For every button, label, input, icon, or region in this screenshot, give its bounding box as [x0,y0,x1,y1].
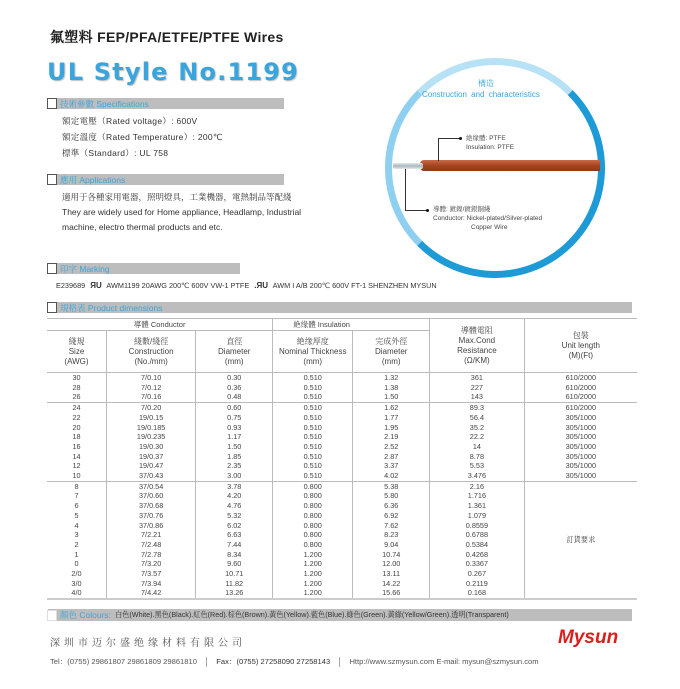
conductor-en-1: Conductor: Nickel-plated/Silver-plated [433,215,543,222]
table-cell: 3/0 [47,579,107,589]
section-label: 印字 Marking [60,263,110,274]
table-cell: 5.80 [353,491,430,501]
section-label: 應用 Applications [60,174,126,185]
table-cell: 5.38 [353,481,430,491]
table-cell: 37/0.60 [107,491,196,501]
table-row [47,481,637,491]
table-cell: 12 [47,461,107,471]
table-cell: 5 [47,511,107,521]
table-cell: 0.800 [273,521,353,531]
table-cell: 37/0.76 [107,511,196,521]
col-construction: 綫數/綫徑 Construction (No./mm) [107,331,196,373]
table-cell: 4 [47,521,107,531]
divider [206,657,207,667]
table-cell: 6.02 [196,521,273,531]
table-cell: 9.60 [196,559,273,569]
wire-conductor-illustration [393,163,423,169]
applications-en-1: They are widely used for Home appliance, Headlamp, Industrial [62,207,302,217]
table-cell: 37/0.43 [107,471,196,481]
table-cell: 14.22 [353,579,430,589]
table-cell: 227 [430,383,524,393]
table-row [47,383,637,393]
standard: 標準（Standard）: UL 758 [62,148,169,158]
table-cell: 19/0.47 [107,461,196,471]
table-cell: 2.35 [196,461,273,471]
section-label: 技術參數 Specifications [60,98,149,109]
table-cell: 1.200 [273,588,353,599]
table-cell: 0.36 [196,383,273,393]
web-email[interactable]: Http://www.szmysun.com E-mail: mysun@szmysun.com [349,657,539,666]
col-size: 綫規 Size (AWG) [47,331,107,373]
checkbox-icon [47,302,57,313]
table-cell: 7.44 [196,540,273,550]
callout-dot [426,209,429,212]
table-cell: 0.510 [273,461,353,471]
table-cell: 305/1000 [565,441,597,451]
table-cell: 7/0.20 [107,403,196,413]
table-cell: 7/2.48 [107,540,196,550]
table-cell: 305/1000 [565,451,597,461]
table-cell: 9.04 [353,540,430,550]
col-thickness: 絶缘厚度 Nominal Thickness (mm) [273,331,353,373]
table-cell: 4.20 [196,491,273,501]
section-applications [48,174,284,185]
table-cell: 0.93 [196,423,273,433]
table-cell: 8.23 [353,530,430,540]
table-cell: 3.476 [430,471,524,481]
table-cell: 0.510 [273,373,353,383]
insulation-cn: 絶缘體: PTFE [466,135,506,142]
marking-file-number: E239689 [56,281,86,290]
table-cell: 7/0.16 [107,392,196,402]
table-cell: 11.82 [196,579,273,589]
table-cell: 0.30 [196,373,273,383]
table-cell: 0.800 [273,540,353,550]
table-cell: 19/0.15 [107,413,196,423]
rated-voltage: 額定電壓（Rated voltage）: 600V [62,116,198,126]
table-cell: 7/3.57 [107,569,196,579]
table-cell: 2.52 [353,442,430,452]
table-cell: 2.16 [430,481,524,491]
table-cell: 1.38 [353,383,430,393]
checkbox-icon [47,98,57,109]
applications-cn: 適用于各種家用電器，照明燈具，工業機器，電熱制品等配綫 [62,192,292,202]
section-marking [48,263,240,274]
table-cell: 1.200 [273,569,353,579]
table-cell: 610/2000 [565,373,597,382]
table-cell: 19/0.30 [107,442,196,452]
table-cell: 6.92 [353,511,430,521]
table-row [47,373,637,383]
table-cell: 0.75 [196,413,273,423]
table-cell: 3.37 [353,461,430,471]
table-cell: 1.50 [353,392,430,402]
mysun-logo: Mysun [558,627,619,648]
table-cell: 3.78 [196,481,273,491]
table-cell: 2.87 [353,452,430,462]
table-cell: 0.60 [196,403,273,413]
table-cell: 12.00 [353,559,430,569]
table-row [47,392,637,402]
applications-en-2: machine, electro thermal products and etc. [62,222,223,232]
construction-title-en: Construction and characteristics [422,90,540,99]
table-cell: 8.78 [430,452,524,462]
table-cell: 0.48 [196,392,273,402]
fax: Fax：(0755) 27258090 27258143 [216,657,331,666]
section-product-dimensions [48,302,632,313]
table-cell: 7/0.10 [107,373,196,383]
table-cell: 2 [47,540,107,550]
table-cell: 0.800 [273,530,353,540]
table-cell: 20 [47,423,107,433]
table-cell: 14 [430,442,524,452]
marking-awm-1199: AWM1199 20AWG 200℃ 600V VW-1 PTFE [106,281,250,290]
table-cell: 56.4 [430,413,524,423]
table-cell: 18 [47,432,107,442]
table-row [47,413,637,423]
table-cell: 0.510 [273,392,353,402]
col-unit-length: 包裝 Unit length (M)(Ft) [524,319,637,373]
table-cell: 37/0.86 [107,521,196,531]
conductor-cn: 導體: 鍍鎳/鍍銀銅綫 [433,206,491,213]
table-cell: 0.510 [273,442,353,452]
section-specifications [48,98,284,109]
table-cell: 1.32 [353,373,430,383]
checkbox-icon [47,263,57,274]
table-cell: 89.3 [430,403,524,413]
table-cell: 1 [47,550,107,560]
cul-recognized-mark-icon: .ЯU [254,281,269,290]
table-cell: 0.2119 [430,579,524,589]
table-cell: 0.510 [273,471,353,481]
callout-line [405,169,406,211]
table-cell: 10.71 [196,569,273,579]
table-cell: 4/0 [47,588,107,599]
page-title: 氟塑料 FEP/PFA/ETFE/PTFE Wires [50,29,284,45]
table-cell: 1.079 [430,511,524,521]
insulation-en: Insulation: PTFE [466,144,515,151]
marking-awm-ab: AWM I A/B 200℃ 600V FT-1 SHENZHEN MYSUN [272,281,437,290]
table-cell: 19/0.235 [107,432,196,442]
table-cell: 610/2000 [565,403,597,413]
table-row [47,471,637,481]
table-cell: 7/4.42 [107,588,196,599]
table-cell: 361 [430,373,524,383]
callout-line [438,138,439,161]
conductor-en-2: Copper Wire [471,224,508,231]
dimensions-table [47,318,637,600]
table-cell: 0.267 [430,569,524,579]
table-cell: 0.6788 [430,530,524,540]
table-cell: 610/2000 [565,382,597,392]
table-cell: 3 [47,530,107,540]
col-od: 完成外徑 Diameter (mm) [353,331,430,373]
group-header-insulation: 絶缘體 Insulation [273,319,430,331]
table-cell: 0.510 [273,432,353,442]
checkbox-icon [47,174,57,185]
table-cell: 13.26 [196,588,273,599]
table-cell: 1.200 [273,559,353,569]
table-cell: 0.800 [273,501,353,511]
table-cell: 22.2 [430,432,524,442]
table-row [47,432,637,442]
table-cell: 143 [430,392,524,402]
table-cell: 1.95 [353,423,430,433]
table-row [47,461,637,471]
table-cell: 7/2.21 [107,530,196,540]
callout-line [438,138,460,139]
table-cell: 1.50 [196,442,273,452]
table-row [47,403,637,413]
table-cell: 4.02 [353,471,430,481]
table-cell: 30 [47,373,107,383]
table-cell: 0.168 [430,588,524,599]
contact-line [50,656,539,667]
table-cell: 1.77 [353,413,430,423]
table-cell: 305/1000 [565,461,597,471]
col-resistance: 導體電阻 Max.Cond Resistance (Ω/KM) [430,319,524,373]
table-cell: 1.62 [353,403,430,413]
table-row [47,452,637,462]
table-cell: 0.510 [273,403,353,413]
construction-title-cn: 構造 [478,79,494,88]
table-cell: 0.510 [273,423,353,433]
conductor-callout [433,205,542,232]
table-cell: 15.66 [353,588,430,599]
table-cell: 610/2000 [524,392,637,402]
table-cell: 5.53 [430,461,524,471]
divider [339,657,340,667]
table-cell: 19/0.185 [107,423,196,433]
table-cell: 7/2.78 [107,550,196,560]
table-cell: 1.200 [273,579,353,589]
table-row [47,423,637,433]
table-cell: 6 [47,501,107,511]
table-cell: 0.4268 [430,550,524,560]
table-cell: 37/0.68 [107,501,196,511]
table-cell: 10 [47,471,107,481]
group-header-conductor: 導體 Conductor [47,319,273,331]
table-cell: 1.716 [430,491,524,501]
table-cell: 0.5384 [430,540,524,550]
order-request-cell: 訂貨要求 [524,481,637,599]
table-cell: 0.510 [273,413,353,423]
col-diameter: 直徑 Diameter (mm) [196,331,273,373]
ul-recognized-mark-icon: ЯU [90,281,102,290]
table-cell: 7/0.12 [107,383,196,393]
marking-text [56,281,437,290]
insulation-callout [466,134,514,152]
table-cell: 13.11 [353,569,430,579]
table-cell: 6.63 [196,530,273,540]
table-cell: 16 [47,442,107,452]
tel: Tel：(0755) 29861807 29861809 29861810 [50,657,197,666]
section-colours [48,609,632,621]
table-row [47,442,637,452]
ul-style-heading: UL Style No.1199 [47,58,300,86]
table-cell: 37/0.54 [107,481,196,491]
wire-insulation-illustration [420,160,600,171]
colours-label: 顏色 Colours: [60,610,112,620]
table-cell: 0 [47,559,107,569]
table-cell: 305/1000 [524,471,637,481]
table-cell: 3.00 [196,471,273,481]
table-cell: 7/3.94 [107,579,196,589]
table-cell: 5.32 [196,511,273,521]
table-cell: 2/0 [47,569,107,579]
table-cell: 0.800 [273,481,353,491]
table-cell: 1.200 [273,550,353,560]
table-cell: 1.361 [430,501,524,511]
table-cell: 305/1000 [565,412,597,422]
rated-temperature: 額定溫度（Rated Temperature）: 200℃ [62,132,223,142]
table-cell: 26 [47,392,107,402]
colours-list: 白色(White).黑色(Black).紅色(Red).棕色(Brown).黃色(Yellow).藍色(Blue).綠色(Green).黃綠(Yellow/Green).透明(Transparent) [115,610,509,619]
section-label: 規格表 Product dimensions [60,302,163,313]
table-cell: 0.510 [273,383,353,393]
table-cell: 0.510 [273,452,353,462]
table-cell: 8 [47,481,107,491]
table-cell: 6.36 [353,501,430,511]
table-cell: 305/1000 [565,422,597,432]
table-cell: 1.17 [196,432,273,442]
table-cell: 35.2 [430,423,524,433]
table-cell: 14 [47,452,107,462]
table-cell: 0.800 [273,491,353,501]
table-cell: 8.34 [196,550,273,560]
table-cell: 1.85 [196,452,273,462]
company-name-cn: 深圳市迈尔盛绝缘材料有限公司 [50,638,246,649]
table-cell: 28 [47,383,107,393]
table-cell: 10.74 [353,550,430,560]
table-cell: 7/3.20 [107,559,196,569]
table-cell: 19/0.37 [107,452,196,462]
table-cell: 22 [47,413,107,423]
table-cell: 24 [47,403,107,413]
table-cell: 7 [47,491,107,501]
table-cell: 4.76 [196,501,273,511]
table-cell: 305/1000 [565,432,597,442]
table-cell: 2.19 [353,432,430,442]
callout-dot [459,137,462,140]
callout-line [405,210,427,211]
table-cell: 0.800 [273,511,353,521]
table-cell: 7.62 [353,521,430,531]
table-cell: 0.8559 [430,521,524,531]
table-cell: 0.3367 [430,559,524,569]
checkbox-icon [47,610,57,621]
